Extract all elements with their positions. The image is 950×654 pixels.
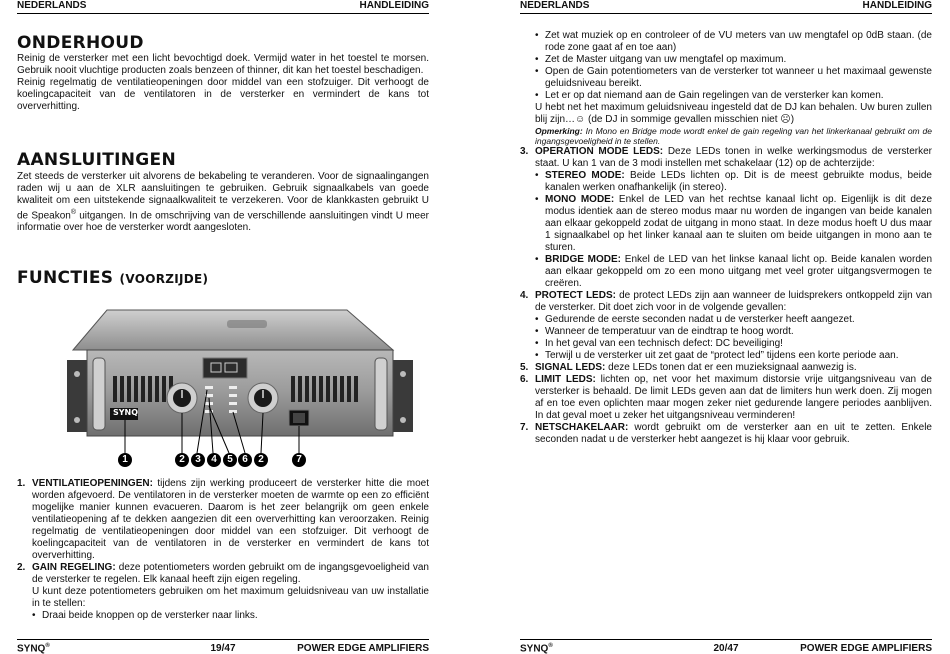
bullet-label: MONO MODE:	[545, 194, 615, 205]
connections-text-a: Zet steeds de versterker uit alvorens de bekabeling te veranderen. Voor de signaalingangen raden wij u aan de XLR aansluitingen te gebruiken. Gebruik signaalkabels van goede kwaliteit om een uitstekende signaalkwaliteit te verzekeren. Voor de klankkasten gebruikt U de Speakon	[17, 171, 429, 222]
item-label: PROTECT LEDS:	[535, 290, 616, 301]
maintenance-paragraph-1: Reinig de versterker met een licht bevochtigd doek. Vermijd water in het toestel te morsen. Gebruik nooit vluchtige producten zoals benzeen of thinner, dit kan het toestel beschadigen.	[17, 53, 429, 76]
page-number: 19/47	[210, 643, 236, 654]
registered-mark: ®	[70, 209, 77, 216]
maintenance-paragraph-2: Reinig regelmatig de ventilatieopeningen door middel van een stofzuiger. Dit verhoogt de koelingcapaciteit van de ventilatoren in de versterker en vermindert de kans tot oververhitting.	[17, 77, 429, 112]
item-label: VENTILATIEOPENINGEN:	[32, 478, 153, 489]
item-label: GAIN REGELING:	[32, 562, 116, 573]
list-item	[520, 362, 932, 374]
callout-3: 3	[191, 453, 205, 467]
bullet-text: Enkel de LED van het linkse kanaal licht op. Beide kanalen worden aan elkaar gekoppeld om zo een mono uitgang met veel groter uitgangsvermogen te creëren.	[545, 254, 933, 289]
bullet-item: • Zet de Master uitgang van uw mengtafel op maximum.	[520, 54, 932, 66]
page-header	[520, 0, 932, 14]
section-title-onderhoud: ONDERHOUD	[17, 33, 144, 53]
item-number: 2.	[17, 562, 26, 573]
item-text: deze LEDs tonen dat er een muzieksignaal aanwezig is.	[605, 362, 857, 373]
item-extra-text: U kunt deze potentiometers gebruiken om het maximum geluidsniveau van uw installatie in te stellen:	[32, 586, 429, 609]
note	[520, 126, 932, 146]
item-text: deze potentiometers worden gebruikt om de ingangsgevoeligheid van de versterker te regelen. Elk kanaal heeft zijn eigen regeling.	[32, 562, 429, 585]
left-vent-grille	[113, 376, 173, 402]
functions-list	[17, 478, 429, 622]
callout-6: 6	[238, 453, 252, 467]
header-language: NEDERLANDS	[17, 0, 87, 11]
header-doc-type: HANDLEIDING	[359, 0, 429, 11]
item-number: 5.	[520, 362, 529, 373]
callout-7: 7	[292, 453, 306, 467]
list-item	[520, 290, 932, 314]
amplifier-front-panel-figure	[17, 302, 429, 472]
header-doc-type: HANDLEIDING	[862, 0, 932, 11]
bullet-item	[520, 254, 932, 290]
right-page	[520, 0, 932, 654]
bullet-item: • Draai beide knoppen op de versterker naar links.	[17, 610, 429, 622]
note-label: Opmerking:	[535, 126, 583, 136]
maintenance-text	[17, 53, 429, 113]
bullet-item: • Open de Gain potentiometers van de versterker tot wanneer u het maximaal gewenste geluidsniveau bereikt.	[520, 66, 932, 90]
bullet-text: Beide LEDs lichten op. Dit is de meest gebruikte modus, beide kanalen werken onafhankelijk (in stereo).	[545, 170, 932, 193]
connections-paragraph	[17, 171, 429, 234]
footer-product: POWER EDGE AMPLIFIERS	[297, 643, 429, 654]
bullet-item	[520, 194, 932, 254]
item-text: wordt gebruikt om de versterker aan en uit te zetten. Enkele seconden nadat u de versterker hebt aangezet is hij klaar voor gebruik.	[535, 422, 932, 445]
page-footer	[17, 639, 429, 654]
connections-text-b: uitgangen. In de omschrijving van de verschillende aansluitingen vindt U meer informatie over hoe de versterker wordt aangesloten.	[17, 210, 429, 234]
item-text: Deze LEDs tonen in welke werkingsmodus de versterker staat. U kan 1 van de 3 modi instellen met schakelaar (12) op de achterzijde:	[535, 146, 932, 169]
page-footer	[520, 639, 932, 654]
functions-title-suffix: (VOORZIJDE)	[119, 272, 209, 286]
bullet-item: • Zet wat muziek op en controleer of de VU meters van uw mengtafel op 0dB staan. (de rode zone gaat af en toe aan)	[520, 30, 932, 54]
item-text: de protect LEDs zijn aan wanneer de luidsprekers ontkoppeld zijn van de versterker. Dit doet zich voor in de volgende gevallen:	[535, 290, 933, 313]
item-number: 3.	[520, 146, 529, 157]
list-item	[17, 562, 429, 586]
item-number: 6.	[520, 374, 529, 385]
bullet-label: STEREO MODE:	[545, 170, 625, 181]
item-extra-text: U hebt net het maximum geluidsniveau ingesteld dat de DJ kan behalen. Uw buren zullen blij zijn…☺ (de DJ in sommige gevallen misschien niet ☹)	[535, 102, 932, 125]
bullet-item: • Wanneer de temperatuur van de eindtrap te hoog wordt.	[520, 326, 932, 338]
page-number: 20/47	[713, 643, 739, 654]
item-label: OPERATION MODE LEDS:	[535, 146, 664, 157]
item-label: NETSCHAKELAAR:	[535, 422, 629, 433]
item-number: 1.	[17, 478, 26, 489]
item-number: 4.	[520, 290, 529, 301]
item-text: tijdens zijn werking produceert de versterker hitte die moet worden afgevoerd. De ventilatoren in de versterker moeten de warmte op een zo efficiënt mogelijke manier kunnen evacueren. Daarom is het zeer belangrijk om geen enkele ventilatieopening af te dekken aangezien dit een oververhitting kan veroorzaken. Reinig regelmatig de ventilatieopeningen door middel van een stofzuiger. Dit verhoogt de koelingcapaciteit van de ventilatoren in de versterker en vermindert de kans tot oververhitting.	[32, 478, 429, 561]
item-text: lichten op, net voor het maximum distorsie vrije uitgangsniveau van de versterker is behaald. De limit LEDs geven aan dat de limiters hun werk doen. Zij mogen af en toe even oplichten maar mogen zeker niet gedurende langere periodes aanblijven. In dat geval moet u zeker het uitgangsniveau verminderen!	[535, 374, 932, 421]
footer-registered-mark: ®	[45, 642, 50, 649]
bullet-item: • Gedurende de eerste seconden nadat u de versterker heeft aangezet.	[520, 314, 932, 326]
list-item	[520, 422, 932, 446]
bullet-text: Enkel de LED van het rechtse kanaal licht op. Eigenlijk is dit deze modus identiek aan de stereo modus maar nu worden de ingangen van beide kanalen aan elkaar gekoppeld zodat de uitgang in mono staat. In deze modus hoeft U dus maar 1 signaalkabel op het linker kanaal aan te sluiten om beide uitgangen in mono aan te sturen.	[545, 194, 933, 253]
callout-4: 4	[207, 453, 221, 467]
amplifier-illustration	[17, 302, 429, 472]
note-text: In Mono en Bridge mode wordt enkel de gain regeling van het linkerkanaal gebruikt om de ingangsgevoeligheid in te stellen.	[535, 126, 932, 146]
bullet-item: • Terwijl u de versterker uit zet gaat de “protect led” tijdens een korte periode aan.	[520, 350, 932, 362]
left-page	[17, 0, 429, 654]
page-header	[17, 0, 429, 14]
callout-2: 2	[175, 453, 189, 467]
list-item	[17, 478, 429, 562]
list-item	[520, 374, 932, 422]
footer-brand-name: SYNQ	[17, 643, 46, 654]
item-label: SIGNAL LEDS:	[535, 362, 606, 373]
item-number: 7.	[520, 422, 529, 433]
footer-brand-name: SYNQ	[520, 643, 549, 654]
list-item	[520, 146, 932, 170]
bullet-item: • In het geval van een technisch defect: DC beveiliging!	[520, 338, 932, 350]
amplifier-brand-logo: SYNQ	[113, 408, 139, 417]
footer-registered-mark: ®	[548, 642, 553, 649]
footer-product: POWER EDGE AMPLIFIERS	[800, 643, 932, 654]
callout-5: 5	[223, 453, 237, 467]
callout-1: 1	[118, 453, 132, 467]
section-title-functies	[17, 268, 208, 288]
item-label: LIMIT LEDS:	[535, 374, 596, 385]
functions-title: FUNCTIES	[17, 268, 114, 288]
header-language: NEDERLANDS	[520, 0, 590, 11]
functions-list-continued	[520, 30, 932, 446]
bullet-item: • Let er op dat niemand aan de Gain regelingen van de versterker kan komen.	[520, 90, 932, 102]
callout-2b: 2	[254, 453, 268, 467]
section-title-aansluitingen: AANSLUITINGEN	[17, 150, 176, 170]
bullet-item	[520, 170, 932, 194]
bullet-label: BRIDGE MODE:	[545, 254, 621, 265]
